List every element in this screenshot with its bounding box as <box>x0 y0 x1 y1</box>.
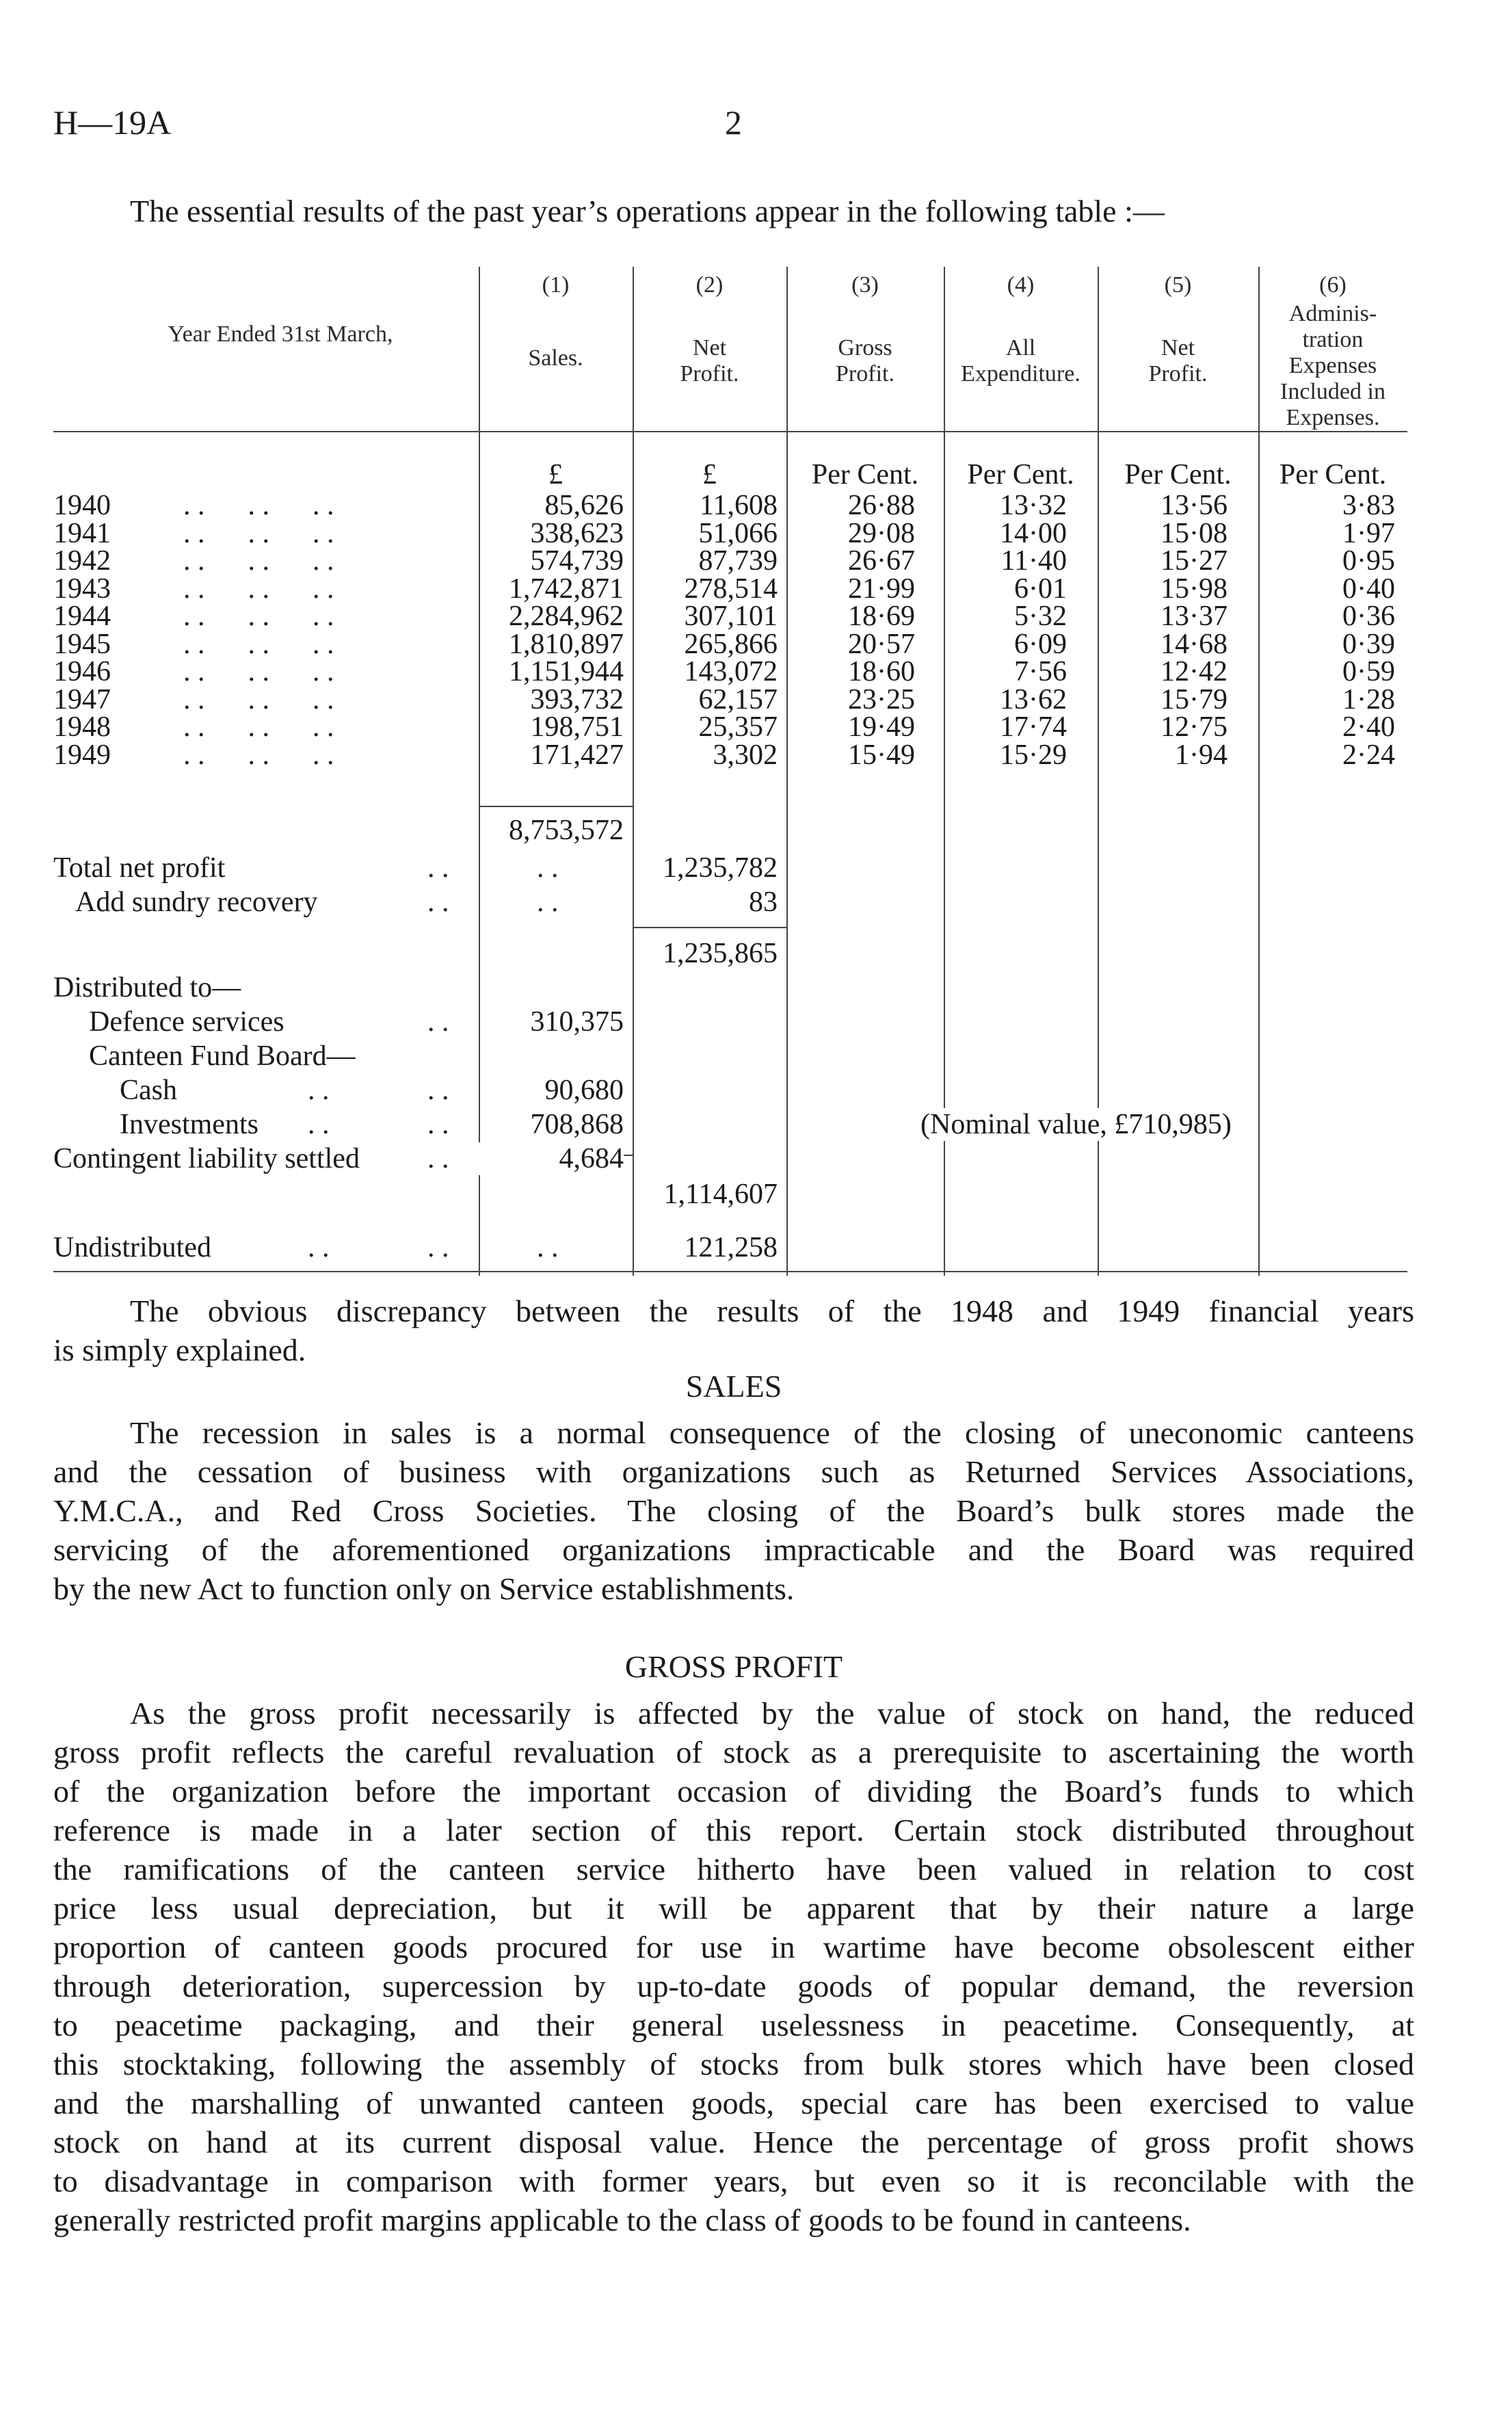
row-year: 1944 <box>53 601 111 632</box>
paragraph-line: to peacetime packaging, and their general uselessness in peacetime. Consequently, at <box>53 2008 1414 2042</box>
undistributed-label: Undistributed <box>53 1232 211 1263</box>
dot-leader: . . <box>308 1109 330 1140</box>
cell-admin-pct: 1·97 <box>1342 517 1395 549</box>
cash-label: Cash <box>120 1075 177 1106</box>
paragraph-line: the ramifications of the canteen service hitherto have been valued in relation to cost <box>53 1852 1414 1887</box>
dot-leader: . . . . . . <box>183 683 334 715</box>
dot-leader: . . <box>308 1075 330 1106</box>
row-year: 1943 <box>53 573 111 605</box>
cell-net-profit: 3,302 <box>713 739 778 771</box>
cell-expend-pct: 15·29 <box>1000 739 1067 771</box>
paragraph-line: generally restricted profit margins applicable to the class of goods to be found in canteens. <box>53 2203 1191 2237</box>
dot-leader: . . . . . . <box>183 601 334 632</box>
col-header-sales: Sales. <box>528 345 583 371</box>
paragraph-line: is simply explained. <box>53 1332 306 1367</box>
unit: £ <box>702 459 717 490</box>
cell-expend-pct: 13·32 <box>1000 490 1067 521</box>
cell-gross-pct: 18·60 <box>848 656 915 687</box>
unit: Per Cent. <box>1124 459 1232 490</box>
cell-admin-pct: 0·40 <box>1342 573 1395 605</box>
paragraph-line: Y.M.C.A., and Red Cross Societies. The closing of the Board’s bulk stores made the <box>53 1493 1414 1528</box>
cell-expend-pct: 17·74 <box>1000 711 1067 743</box>
paragraph-line: gross profit reflects the careful revaluation of stock as a prerequisite to ascertaining the worth <box>53 1735 1414 1770</box>
cell-gross-pct: 29·08 <box>848 517 915 549</box>
intro-text: The essential results of the past year’s operations appear in the following table :— <box>130 194 1165 228</box>
dot-leader: . . <box>427 1075 449 1106</box>
page-number: 2 <box>725 103 742 142</box>
row-year: 1945 <box>53 628 111 660</box>
paragraph-line: to disadvantage in comparison with former years, but even so it is reconcilable with the <box>53 2164 1414 2198</box>
cell-admin-pct: 0·36 <box>1342 601 1395 632</box>
cell-expend-pct: 7·56 <box>1014 656 1067 687</box>
cell-net-profit: 278,514 <box>684 573 778 605</box>
unit: Per Cent. <box>811 459 919 490</box>
dot-leader: . . <box>427 1006 449 1038</box>
distributed-total: 1,114,607 <box>663 1179 778 1210</box>
cell-net-pct: 15·79 <box>1160 683 1228 715</box>
paragraph-line: through deterioration, supercession by up-to-date goods of popular demand, the reversion <box>53 1969 1414 2003</box>
row-year: 1940 <box>53 490 111 521</box>
row-year: 1949 <box>53 739 111 771</box>
cell-expend-pct: 14·00 <box>1000 517 1067 549</box>
cash-value: 90,680 <box>544 1075 624 1106</box>
paragraph-line: this stocktaking, following the assembly of stocks from bulk stores which have been closed <box>53 2047 1414 2081</box>
paragraph-line: stock on hand at its current disposal value. Hence the percentage of gross profit shows <box>53 2125 1414 2159</box>
dot-leader: . . . . . . <box>183 490 334 521</box>
gross-profit-heading: GROSS PROFIT <box>624 1649 843 1684</box>
defence-value: 310,375 <box>530 1006 624 1038</box>
defence-label: Defence services <box>89 1006 284 1038</box>
paragraph-line: servicing of the aforementioned organizations impracticable and the Board was required <box>53 1532 1414 1567</box>
cell-admin-pct: 1·28 <box>1342 683 1395 715</box>
cell-expend-pct: 13·62 <box>1000 683 1067 715</box>
dot-leader: . . . . . . <box>183 711 334 743</box>
paragraph-line: price less usual depreciation, but it will be apparent that by their nature a large <box>53 1891 1414 1926</box>
dot-leader: . . <box>427 886 449 918</box>
cell-sales: 1,810,897 <box>509 628 624 660</box>
row-header: Year Ended 31st March, <box>168 321 393 347</box>
investments-label: Investments <box>120 1109 258 1140</box>
undistributed-value: 121,258 <box>684 1232 778 1263</box>
cell-admin-pct: 0·39 <box>1342 628 1395 660</box>
dot-leader: . . . . . . <box>183 517 334 549</box>
dot-leader: . . <box>427 852 449 884</box>
row-year: 1947 <box>53 683 111 715</box>
cell-sales: 2,284,962 <box>509 601 624 632</box>
cell-gross-pct: 20·57 <box>848 628 915 660</box>
cell-gross-pct: 15·49 <box>848 739 915 771</box>
unit: £ <box>548 459 563 490</box>
cell-admin-pct: 2·24 <box>1342 739 1395 771</box>
cell-expend-pct: 5·32 <box>1014 601 1067 632</box>
cell-net-pct: 12·75 <box>1160 711 1228 743</box>
cell-gross-pct: 23·25 <box>848 683 915 715</box>
cell-admin-pct: 0·95 <box>1342 545 1395 577</box>
paragraph-line: As the gross profit necessarily is affected by the value of stock on hand, the reduced <box>130 1696 1414 1731</box>
cell-sales: 1,151,944 <box>509 656 624 687</box>
total-rule <box>479 806 633 807</box>
cell-net-profit: 11,608 <box>700 490 778 521</box>
dot-leader: . . . . . . <box>183 628 334 660</box>
col-number: (5) <box>1164 272 1192 298</box>
contingent-label: Contingent liability settled <box>53 1143 360 1174</box>
cell-sales: 85,626 <box>544 490 624 521</box>
paragraph-line: by the new Act to function only on Service establishments. <box>53 1571 795 1606</box>
cell-expend-pct: 6·09 <box>1014 628 1067 660</box>
cell-net-pct: 12·42 <box>1160 656 1228 687</box>
cell-net-pct: 14·68 <box>1160 628 1228 660</box>
col-number: (1) <box>542 272 570 298</box>
cell-net-pct: 13·56 <box>1160 490 1228 521</box>
subtotal: 1,235,865 <box>663 938 778 969</box>
col-number: (3) <box>851 272 879 298</box>
cell-sales: 171,427 <box>530 739 624 771</box>
paragraph-line: and the marshalling of unwanted canteen goods, special care has been exercised to value <box>53 2086 1414 2120</box>
sundry-label: Add sundry recovery <box>75 886 318 918</box>
col-header-net-profit-pct: Net Profit. <box>1148 335 1208 387</box>
dot-leader: . . . . . . <box>183 545 334 577</box>
total-sales: 8,753,572 <box>509 815 624 846</box>
cell-sales: 1,742,871 <box>509 573 624 605</box>
dot-leader: . . <box>537 886 559 918</box>
cell-net-profit: 265,866 <box>684 628 778 660</box>
cell-net-profit: 307,101 <box>684 601 778 632</box>
gross-profit-paragraph <box>53 1694 1414 2239</box>
paragraph-line: of the organization before the important occasion of dividing the Board’s funds to which <box>53 1774 1414 1809</box>
total-net-profit-label: Total net profit <box>53 852 226 884</box>
col-number: (2) <box>695 272 724 298</box>
footer-rule <box>53 1271 1407 1272</box>
dot-leader: . . . . . . <box>183 739 334 771</box>
sales-heading: SALES <box>685 1369 782 1404</box>
cell-net-profit: 25,357 <box>698 711 778 743</box>
cell-net-profit: 51,066 <box>698 517 778 549</box>
page-code: H—19A <box>53 103 172 142</box>
sales-paragraph <box>53 1413 1414 1608</box>
subtotal-rule <box>633 927 786 928</box>
cell-net-profit: 143,072 <box>684 656 778 687</box>
cell-net-pct: 13·37 <box>1160 601 1228 632</box>
row-year: 1948 <box>53 711 111 743</box>
table-rule <box>786 267 788 1276</box>
cell-gross-pct: 21·99 <box>848 573 915 605</box>
row-year: 1942 <box>53 545 111 577</box>
col-header-admin-expenses: Adminis- tration Expenses Included in Expenses. <box>1280 301 1385 431</box>
dot-leader: . . <box>537 1232 559 1263</box>
cell-net-profit: 62,157 <box>698 683 778 715</box>
cell-net-pct: 15·98 <box>1160 573 1228 605</box>
unit: Per Cent. <box>1279 459 1387 490</box>
cell-gross-pct: 18·69 <box>848 601 915 632</box>
cell-admin-pct: 3·83 <box>1342 490 1395 521</box>
cell-sales: 393,732 <box>530 683 624 715</box>
dot-leader: . . . . . . <box>183 573 334 605</box>
canteen-label: Canteen Fund Board— <box>89 1040 356 1072</box>
row-year: 1946 <box>53 656 111 687</box>
dot-leader: . . <box>427 1143 449 1174</box>
col-number: (6) <box>1319 272 1347 298</box>
paragraph-line: proportion of canteen goods procured for use in wartime have become obsolescent either <box>53 1930 1414 1964</box>
cell-net-pct: 1·94 <box>1175 739 1228 771</box>
table-rule <box>633 267 634 1276</box>
nominal-value-note: (Nominal value, £710,985) <box>916 1108 1236 1141</box>
col-header-net-profit: Net Profit. <box>680 335 739 387</box>
cell-gross-pct: 19·49 <box>848 711 915 743</box>
cell-sales: 574,739 <box>530 545 624 577</box>
total-net-profit: 1,235,782 <box>663 852 778 884</box>
cell-sales: 198,751 <box>530 711 624 743</box>
dot-leader: . . <box>427 1232 449 1263</box>
distributed-label: Distributed to— <box>53 972 241 1003</box>
dot-leader: . . <box>427 1109 449 1140</box>
paragraph-line: The recession in sales is a normal consequence of the closing of uneconomic canteens <box>130 1415 1414 1450</box>
paragraph-line: reference is made in a later section of this report. Certain stock distributed throughout <box>53 1813 1414 1848</box>
dot-leader: . . <box>308 1232 330 1263</box>
investments-value: 708,868 <box>530 1109 624 1140</box>
cell-gross-pct: 26·88 <box>848 490 915 521</box>
col-header-all-expenditure: All Expenditure. <box>961 335 1080 387</box>
cell-net-pct: 15·08 <box>1160 517 1228 549</box>
cell-admin-pct: 0·59 <box>1342 656 1395 687</box>
dot-leader: . . <box>537 852 559 884</box>
cell-expend-pct: 11·40 <box>1000 545 1067 577</box>
contingent-value: 4,684 <box>479 1142 624 1175</box>
cell-sales: 338,623 <box>530 517 624 549</box>
col-number: (4) <box>1007 272 1035 298</box>
cell-expend-pct: 6·01 <box>1014 573 1067 605</box>
col-header-gross-profit: Gross Profit. <box>836 335 894 387</box>
cell-net-profit: 87,739 <box>698 545 778 577</box>
paragraph-line: and the cessation of business with organizations such as Returned Services Associations, <box>53 1454 1414 1489</box>
sundry-recovery: 83 <box>749 886 778 918</box>
discrepancy-paragraph <box>53 1291 1414 1369</box>
dot-leader: . . . . . . <box>183 656 334 687</box>
unit: Per Cent. <box>967 459 1074 490</box>
paragraph-line: The obvious discrepancy between the results of the 1948 and 1949 financial years <box>130 1293 1414 1328</box>
header-rule <box>53 431 1407 432</box>
cell-net-pct: 15·27 <box>1160 545 1228 577</box>
cell-gross-pct: 26·67 <box>848 545 915 577</box>
cell-admin-pct: 2·40 <box>1342 711 1395 743</box>
row-year: 1941 <box>53 517 111 549</box>
